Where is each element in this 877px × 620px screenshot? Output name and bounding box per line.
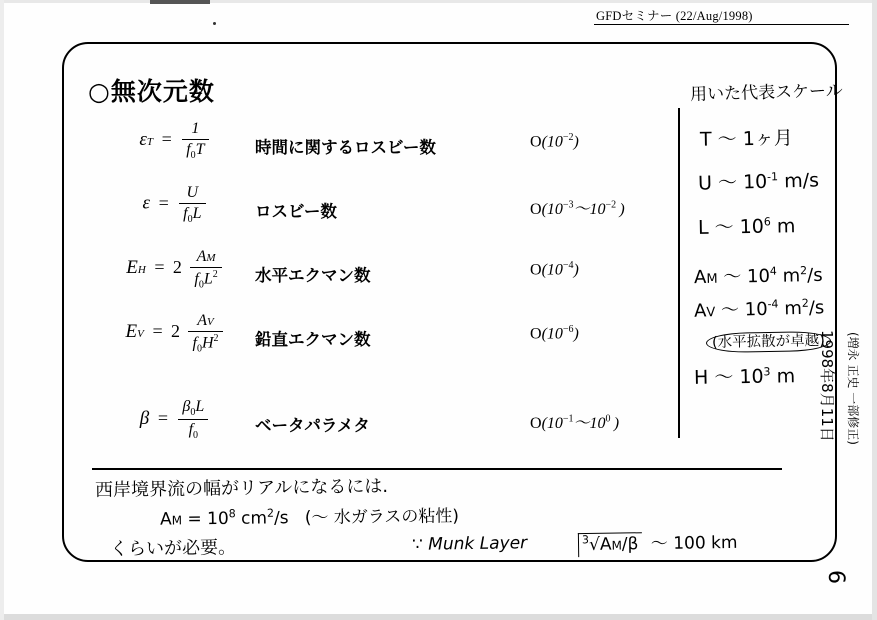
margin-revision-note: (増永 正史 一部修正) [846, 332, 860, 445]
bottom-note-line5: $^3$√AM/β 〜 100 km [578, 528, 738, 555]
scan-edge-left [0, 0, 4, 620]
scan-artifact-top [150, 0, 210, 4]
scale-line-H: H 〜 $10^3$ m [693, 365, 796, 389]
scale-line-AV: AV 〜 $10^{-4}$ $m^2/s$ [693, 296, 825, 322]
order-label: $O(10^{-4})$ [530, 260, 579, 279]
formula-ekman-vertical: EV = 2 $\frac{AV}{f_0H^2}$ [100, 312, 250, 355]
list-item [100, 184, 660, 248]
scan-edge-top [0, 0, 877, 3]
bottom-note-line2: AM = $10^8$ $cm^2/s$ (〜 水ガラスの粘性) [159, 506, 460, 530]
list-item [100, 398, 660, 468]
formula-rossby-time: εT = $\frac{1}{f_0T}$ [100, 120, 250, 161]
dimensionless-number-list [100, 120, 660, 468]
scale-line-T: T 〜 1ヶ月 [699, 127, 793, 151]
description-label: 水平エクマン数 [255, 266, 371, 285]
page-title: ○無次元数 [88, 77, 215, 106]
page-number: 6 [823, 570, 848, 584]
list-item [100, 248, 660, 312]
formula-ekman-horizontal: EH = 2 $\frac{AM}{f_0L^2}$ [100, 248, 250, 291]
notes-divider [678, 108, 680, 438]
list-item [100, 312, 660, 376]
formula-beta: β = $\frac{\beta_0L}{f_0}$ [100, 398, 250, 441]
scan-artifact-dot [213, 22, 216, 25]
scale-line-L: L 〜 $10^6$ m [697, 215, 796, 239]
scale-note-remark: (水平拡散が卓越) [706, 329, 831, 352]
margin-date-note: 1998年8月11日 [818, 330, 836, 442]
description-label: 時間に関するロスビー数 [255, 138, 436, 157]
scan-edge-right [872, 0, 877, 620]
description-label: ベータパラメタ [255, 416, 370, 435]
header-underline [594, 24, 849, 25]
order-label: $O(10^{-2})$ [530, 132, 579, 151]
formula-rossby: ε = $\frac{U}{f_0L}$ [100, 184, 250, 225]
bottom-note-line1: 西岸境界流の幅がリアルになるには. [94, 475, 389, 502]
order-label: $O(10^{-3}\sim 10^{-2}$ ) [530, 199, 625, 218]
scan-edge-bottom [0, 614, 877, 620]
order-label: $O(10^{-6})$ [530, 324, 579, 343]
description-label: 鉛直エクマン数 [255, 330, 371, 349]
bottom-divider [92, 468, 782, 470]
seminar-header-label: GFDセミナー (22/Aug/1998) [596, 9, 753, 23]
scales-note-heading: 用いた代表スケール [689, 81, 843, 105]
bottom-note-line4: ∵ Munk Layer [411, 533, 528, 555]
bottom-note-line3: くらいが必要。 [109, 537, 237, 560]
scale-line-AM: AM 〜 $10^4$ $m^2/s$ [693, 264, 823, 289]
description-label: ロスビー数 [255, 202, 337, 221]
order-label: $O(10^{-1}\sim 10^0$ ) [530, 413, 620, 432]
list-item [100, 120, 660, 184]
scale-line-U: U 〜 $10^{-1}$ m/s [697, 169, 820, 195]
